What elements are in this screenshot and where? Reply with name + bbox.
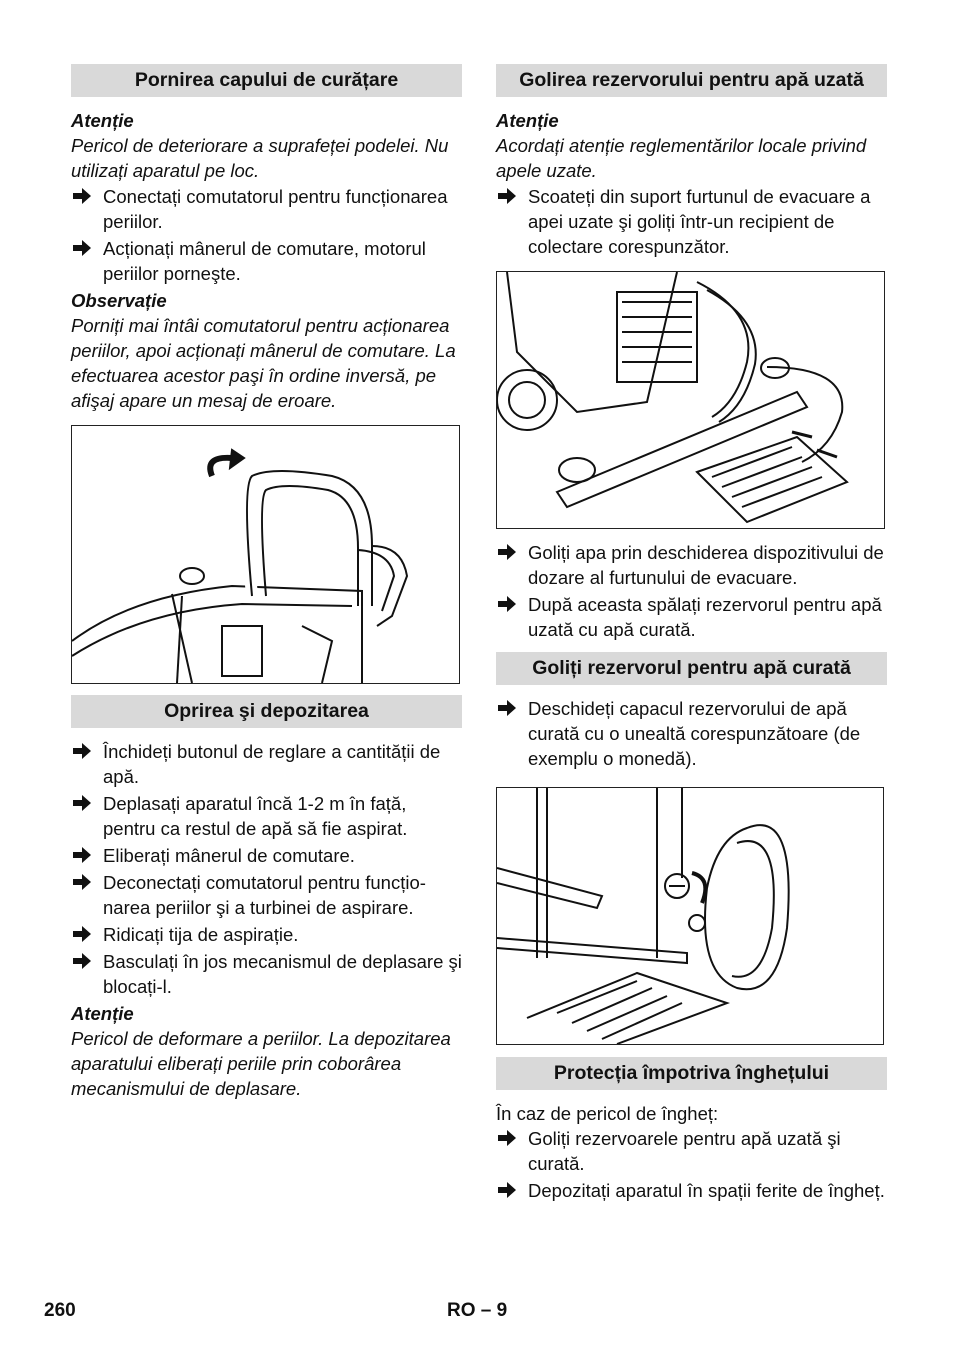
note-text-order: Porniți mai întâi comutatorul pentru acționarea periilor, apoi acționați mânerul de comutare. La efectuarea acestor paşi în ordine inversă, pe afişaj apare un mesaj de eroare.	[71, 315, 456, 411]
arrow-icon	[73, 874, 91, 890]
right-column	[496, 64, 887, 1205]
arrow-icon	[73, 795, 91, 811]
note-title-attention: Atenție	[496, 110, 559, 131]
list-item: Eliberați mânerul de comutare.	[71, 843, 462, 868]
arrow-icon	[498, 700, 516, 716]
list-item: Depozitați aparatul în spații ferite de îngheț.	[496, 1178, 887, 1203]
arrow-icon	[498, 544, 516, 560]
note-text-regulations: Acordați atenție reglementărilor locale privind apele uzate.	[496, 135, 867, 181]
section-title-start-cleaning-head: Pornirea capului de curățare	[71, 64, 462, 97]
steps-frost	[496, 1126, 887, 1203]
arrow-icon	[498, 1130, 516, 1146]
list-item: Deschideți capacul rezervorului de apă curată cu o unealtă corespunzătoare (de exemplu o monedă).	[496, 696, 887, 771]
section-title-stop-storage: Oprirea şi depozitarea	[71, 695, 462, 728]
arrow-icon	[498, 1182, 516, 1198]
list-item: După aceasta spălați rezervorul pentru apă uzată cu apă curată.	[496, 592, 887, 642]
list-item: Goliți rezervoarele pentru apă uzată şi curată.	[496, 1126, 887, 1176]
arrow-icon	[73, 847, 91, 863]
arrow-icon	[73, 953, 91, 969]
illustration-drain-hose	[496, 271, 885, 529]
list-item: Acționați mânerul de comutare, motorul periilor porneşte.	[71, 236, 462, 286]
steps-start-cleaning	[71, 184, 462, 286]
illustration-fresh-water-cap	[496, 787, 884, 1045]
list-item: Închideți butonul de reglare a cantității de apă.	[71, 739, 462, 789]
list-item: Basculați în jos mecanismul de deplasare şi blocați-l.	[71, 949, 462, 999]
list-item: Deconectați comutatorul pentru funcționarea periilor şi a turbinei de aspirare.	[71, 870, 462, 920]
list-item: Ridicați tija de aspirație.	[71, 922, 462, 947]
left-column	[71, 64, 462, 1102]
list-item: Scoateți din suport furtunul de evacuare a apei uzate şi goliți într-un recipient de colectare corespunzător.	[496, 184, 887, 259]
steps-fresh-water	[496, 696, 887, 771]
section-title-empty-fresh-water: Goliți rezervorul pentru apă curată	[496, 652, 887, 685]
frost-intro: În caz de pericol de îngheț:	[496, 1103, 719, 1124]
steps-stop-storage	[71, 739, 462, 999]
note-title-attention: Atenție	[71, 110, 134, 131]
list-item: Deplasați aparatul încă 1-2 m în față, pentru ca restul de apă să fie aspirat.	[71, 791, 462, 841]
language-page-label: RO – 9	[447, 1300, 508, 1321]
section-title-frost-protection: Protecția împotriva înghețului	[496, 1057, 887, 1090]
steps-remove-hose	[496, 184, 887, 259]
note-title-attention: Atenție	[71, 1003, 134, 1024]
page-number: 260	[44, 1300, 76, 1321]
arrow-icon	[73, 188, 91, 204]
list-item: Conectați comutatorul pentru funcționarea periilor.	[71, 184, 462, 234]
arrow-icon	[498, 596, 516, 612]
steps-drain	[496, 540, 887, 642]
list-item: Goliți apa prin deschiderea dispozitivului de dozare al furtunului de evacuare.	[496, 540, 887, 590]
arrow-icon	[73, 743, 91, 759]
arrow-icon	[73, 240, 91, 256]
section-title-empty-waste-water: Golirea rezervorului pentru apă uzată	[496, 64, 887, 97]
illustration-handle	[71, 425, 460, 684]
note-title-observation: Observație	[71, 290, 167, 311]
arrow-icon	[498, 188, 516, 204]
arrow-icon	[73, 926, 91, 942]
note-text-brush-deformation: Pericol de deformare a periilor. La depozitarea aparatului eliberați periile prin coborârea mecanismului de deplasare.	[71, 1028, 451, 1099]
note-text-floor-damage: Pericol de deteriorare a suprafeței podelei. Nu utilizați aparatul pe loc.	[71, 135, 449, 181]
